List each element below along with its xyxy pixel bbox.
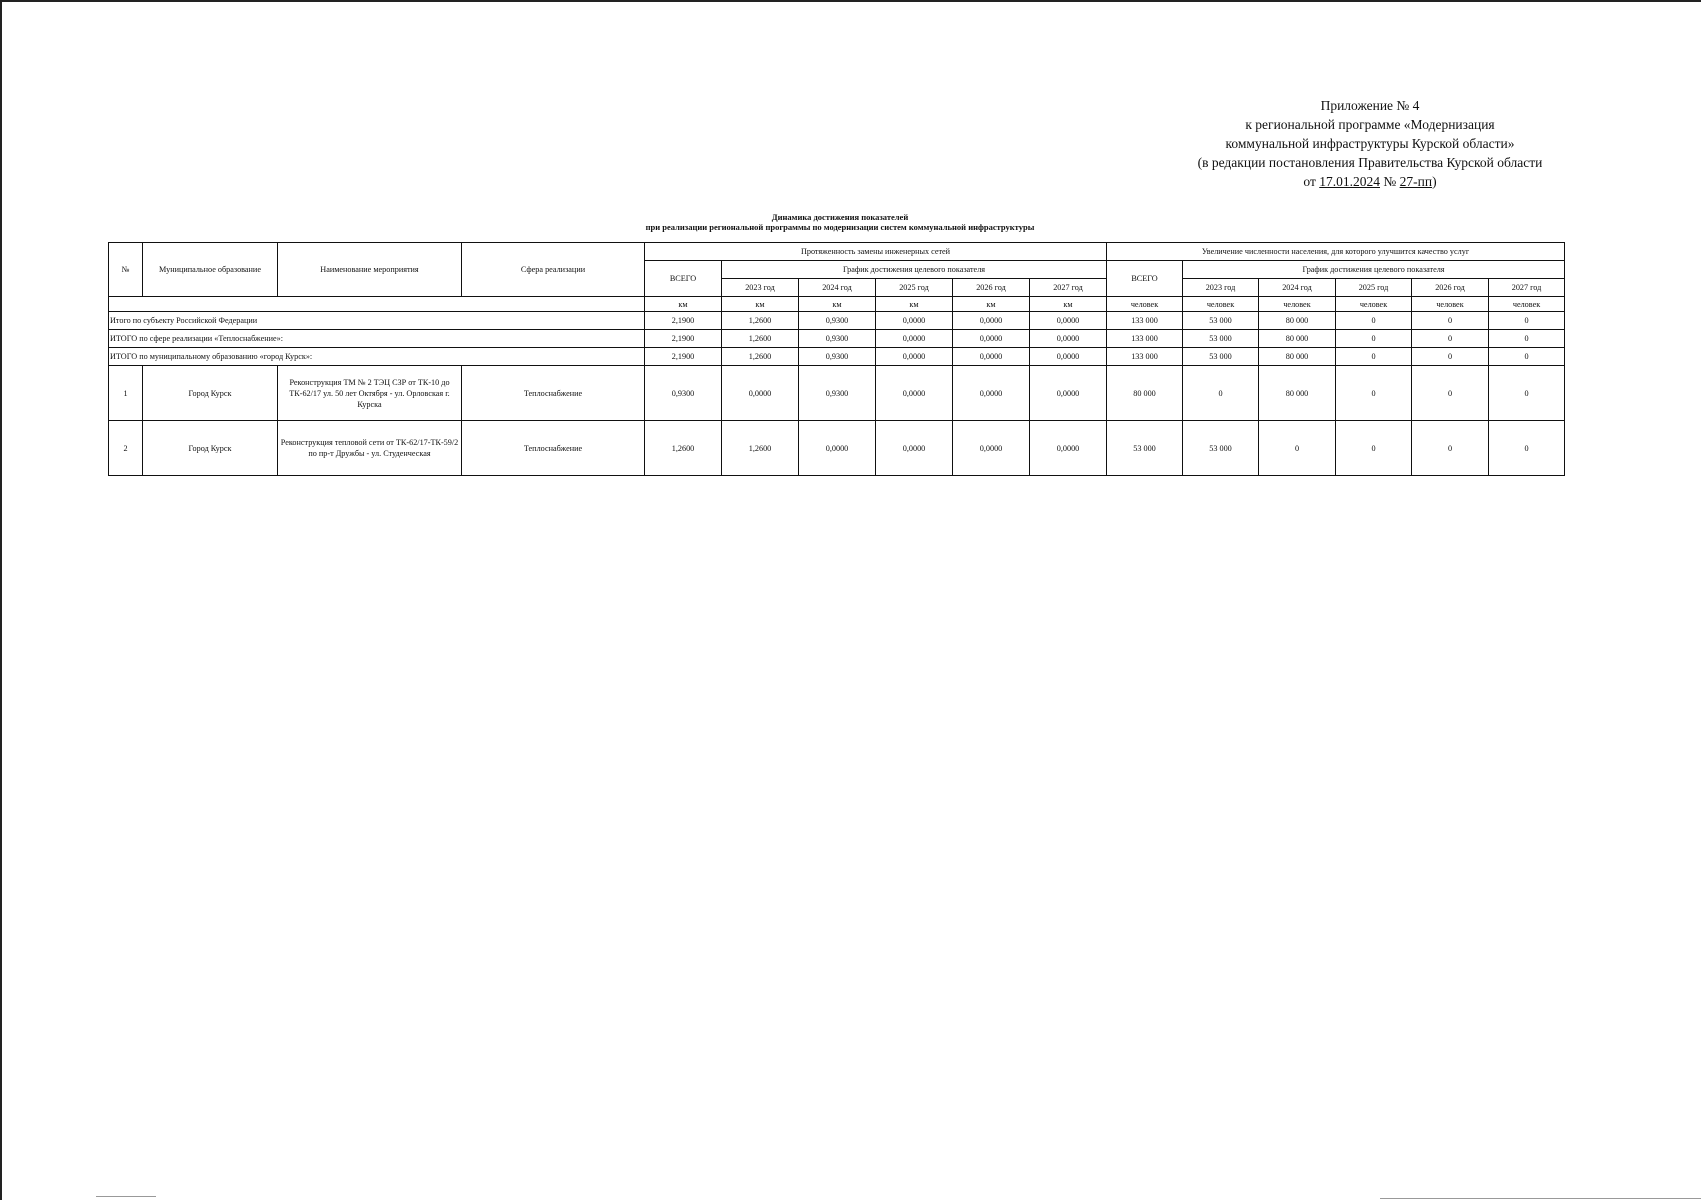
item-num: 1 <box>109 366 143 421</box>
total-people-cell: 0 <box>1489 330 1565 348</box>
header-people-year: 2027 год <box>1489 279 1565 297</box>
unit-people: человек <box>1412 297 1489 312</box>
units-row <box>109 297 1565 312</box>
total-people-cell: 53 000 <box>1183 348 1259 366</box>
total-km-cell: 2,1900 <box>645 312 722 330</box>
total-people-cell: 80 000 <box>1259 330 1336 348</box>
unit-km: км <box>799 297 876 312</box>
item-event: Реконструкция ТМ № 2 ТЭЦ СЗР от ТК-10 до ТК-62/17 ул. 50 лет Октября - ул. Орловская г. Курска <box>278 366 462 421</box>
appendix-line-1: Приложение № 4 <box>1320 98 1420 113</box>
total-km-cell: 1,2600 <box>722 330 799 348</box>
item-sphere: Теплоснабжение <box>462 366 645 421</box>
total-people-cell: 0 <box>1336 348 1412 366</box>
item-km-cell: 0,0000 <box>953 366 1030 421</box>
total-km-cell: 0,9300 <box>799 330 876 348</box>
item-people-cell: 80 000 <box>1107 366 1183 421</box>
item-people-cell: 0 <box>1412 366 1489 421</box>
header-people-schedule: График достижения целевого показателя <box>1183 261 1565 279</box>
item-km-cell: 0,0000 <box>953 421 1030 476</box>
unit-km: км <box>722 297 799 312</box>
total-km-cell: 0,9300 <box>799 312 876 330</box>
total-row-sphere <box>109 330 1565 348</box>
item-km-cell: 0,9300 <box>645 366 722 421</box>
header-km-total: ВСЕГО <box>645 261 722 297</box>
total-people-cell: 0 <box>1412 330 1489 348</box>
page-edge-left <box>0 0 2 1200</box>
appendix-note <box>1180 96 1560 191</box>
item-km-cell: 0,0000 <box>722 366 799 421</box>
total-people-cell: 0 <box>1412 312 1489 330</box>
header-people-year: 2025 год <box>1336 279 1412 297</box>
appendix-line-5 <box>1180 172 1560 191</box>
item-people-cell: 0 <box>1489 421 1565 476</box>
header-num: № <box>109 243 143 297</box>
unit-people: человек <box>1183 297 1259 312</box>
appendix-number-prefix: № <box>1380 174 1400 189</box>
item-people-cell: 53 000 <box>1183 421 1259 476</box>
header-km-year: 2024 год <box>799 279 876 297</box>
total-label: Итого по субъекту Российской Федерации <box>109 312 645 330</box>
header-event: Наименование мероприятия <box>278 243 462 297</box>
total-km-cell: 0,0000 <box>876 312 953 330</box>
item-num: 2 <box>109 421 143 476</box>
appendix-number: 27-пп <box>1399 174 1433 189</box>
total-people-cell: 0 <box>1412 348 1489 366</box>
item-km-cell: 1,2600 <box>722 421 799 476</box>
total-people-cell: 53 000 <box>1183 312 1259 330</box>
total-km-cell: 2,1900 <box>645 330 722 348</box>
scan-artifact-bottom-right <box>1380 1198 1701 1199</box>
total-km-cell: 0,9300 <box>799 348 876 366</box>
appendix-date-prefix: от <box>1303 174 1320 189</box>
item-km-cell: 0,0000 <box>799 421 876 476</box>
total-people-cell: 53 000 <box>1183 330 1259 348</box>
item-km-cell: 0,0000 <box>876 366 953 421</box>
unit-km: км <box>1030 297 1107 312</box>
total-people-cell: 133 000 <box>1107 348 1183 366</box>
unit-people: человек <box>1336 297 1412 312</box>
appendix-line-4: (в редакции постановления Правительства Курской области <box>1197 155 1543 170</box>
unit-km: км <box>953 297 1030 312</box>
item-km-cell: 0,0000 <box>1030 366 1107 421</box>
table-row <box>109 366 1565 421</box>
document-title-line-2: при реализации региональной программы по модернизации систем коммунальной инфраструктуры <box>645 222 1035 232</box>
header-km-year: 2026 год <box>953 279 1030 297</box>
item-km-cell: 0,0000 <box>876 421 953 476</box>
total-label: ИТОГО по сфере реализации «Теплоснабжение»: <box>109 330 645 348</box>
item-sphere: Теплоснабжение <box>462 421 645 476</box>
total-km-cell: 0,0000 <box>953 312 1030 330</box>
item-people-cell: 0 <box>1489 366 1565 421</box>
header-km-year: 2023 год <box>722 279 799 297</box>
total-people-cell: 0 <box>1489 348 1565 366</box>
item-municipality: Город Курск <box>143 421 278 476</box>
unit-people: человек <box>1489 297 1565 312</box>
item-km-cell: 1,2600 <box>645 421 722 476</box>
header-municipality: Муниципальное образование <box>143 243 278 297</box>
header-people-total: ВСЕГО <box>1107 261 1183 297</box>
indicators-table <box>108 242 1565 476</box>
item-people-cell: 0 <box>1259 421 1336 476</box>
scan-artifact-bottom-left <box>96 1196 156 1197</box>
total-km-cell: 0,0000 <box>953 348 1030 366</box>
total-km-cell: 0,0000 <box>953 330 1030 348</box>
page-edge-top <box>0 0 1701 2</box>
total-row-subject <box>109 312 1565 330</box>
unit-km: км <box>876 297 953 312</box>
document-title <box>480 212 1200 232</box>
header-row-1 <box>109 243 1565 261</box>
total-people-cell: 133 000 <box>1107 330 1183 348</box>
total-people-cell: 133 000 <box>1107 312 1183 330</box>
total-km-cell: 0,0000 <box>1030 312 1107 330</box>
total-people-cell: 80 000 <box>1259 312 1336 330</box>
header-sphere: Сфера реализации <box>462 243 645 297</box>
item-people-cell: 0 <box>1412 421 1489 476</box>
header-km-year: 2025 год <box>876 279 953 297</box>
total-km-cell: 0,0000 <box>876 348 953 366</box>
total-label: ИТОГО по муниципальному образованию «город Курск»: <box>109 348 645 366</box>
unit-people: человек <box>1107 297 1183 312</box>
total-km-cell: 2,1900 <box>645 348 722 366</box>
appendix-line-2: к региональной программе «Модернизация <box>1245 117 1495 132</box>
item-people-cell: 0 <box>1336 421 1412 476</box>
item-km-cell: 0,0000 <box>1030 421 1107 476</box>
total-km-cell: 0,0000 <box>1030 330 1107 348</box>
header-km-year: 2027 год <box>1030 279 1107 297</box>
header-km-schedule: График достижения целевого показателя <box>722 261 1107 279</box>
item-municipality: Город Курск <box>143 366 278 421</box>
item-km-cell: 0,9300 <box>799 366 876 421</box>
total-people-cell: 0 <box>1336 312 1412 330</box>
total-km-cell: 0,0000 <box>876 330 953 348</box>
item-people-cell: 0 <box>1336 366 1412 421</box>
header-population-group: Увеличение численности населения, для которого улучшится качество услуг <box>1107 243 1565 261</box>
appendix-date: 17.01.2024 <box>1319 174 1380 189</box>
header-people-year: 2024 год <box>1259 279 1336 297</box>
total-km-cell: 0,0000 <box>1030 348 1107 366</box>
total-km-cell: 1,2600 <box>722 348 799 366</box>
document-title-line-1: Динамика достижения показателей <box>771 212 909 222</box>
total-row-municipality <box>109 348 1565 366</box>
total-km-cell: 1,2600 <box>722 312 799 330</box>
table-row <box>109 421 1565 476</box>
units-blank <box>109 297 645 312</box>
header-people-year: 2026 год <box>1412 279 1489 297</box>
appendix-line-3: коммунальной инфраструктуры Курской области» <box>1225 136 1515 151</box>
header-people-year: 2023 год <box>1183 279 1259 297</box>
item-people-cell: 0 <box>1183 366 1259 421</box>
header-networks-group: Протяженность замены инженерных сетей <box>645 243 1107 261</box>
item-people-cell: 53 000 <box>1107 421 1183 476</box>
appendix-suffix: ) <box>1432 174 1437 189</box>
unit-km: км <box>645 297 722 312</box>
item-event: Реконструкция тепловой сети от ТК-62/17-ТК-59/2 по пр-т Дружбы - ул. Студенческая <box>278 421 462 476</box>
total-people-cell: 0 <box>1336 330 1412 348</box>
unit-people: человек <box>1259 297 1336 312</box>
item-people-cell: 80 000 <box>1259 366 1336 421</box>
total-people-cell: 80 000 <box>1259 348 1336 366</box>
total-people-cell: 0 <box>1489 312 1565 330</box>
